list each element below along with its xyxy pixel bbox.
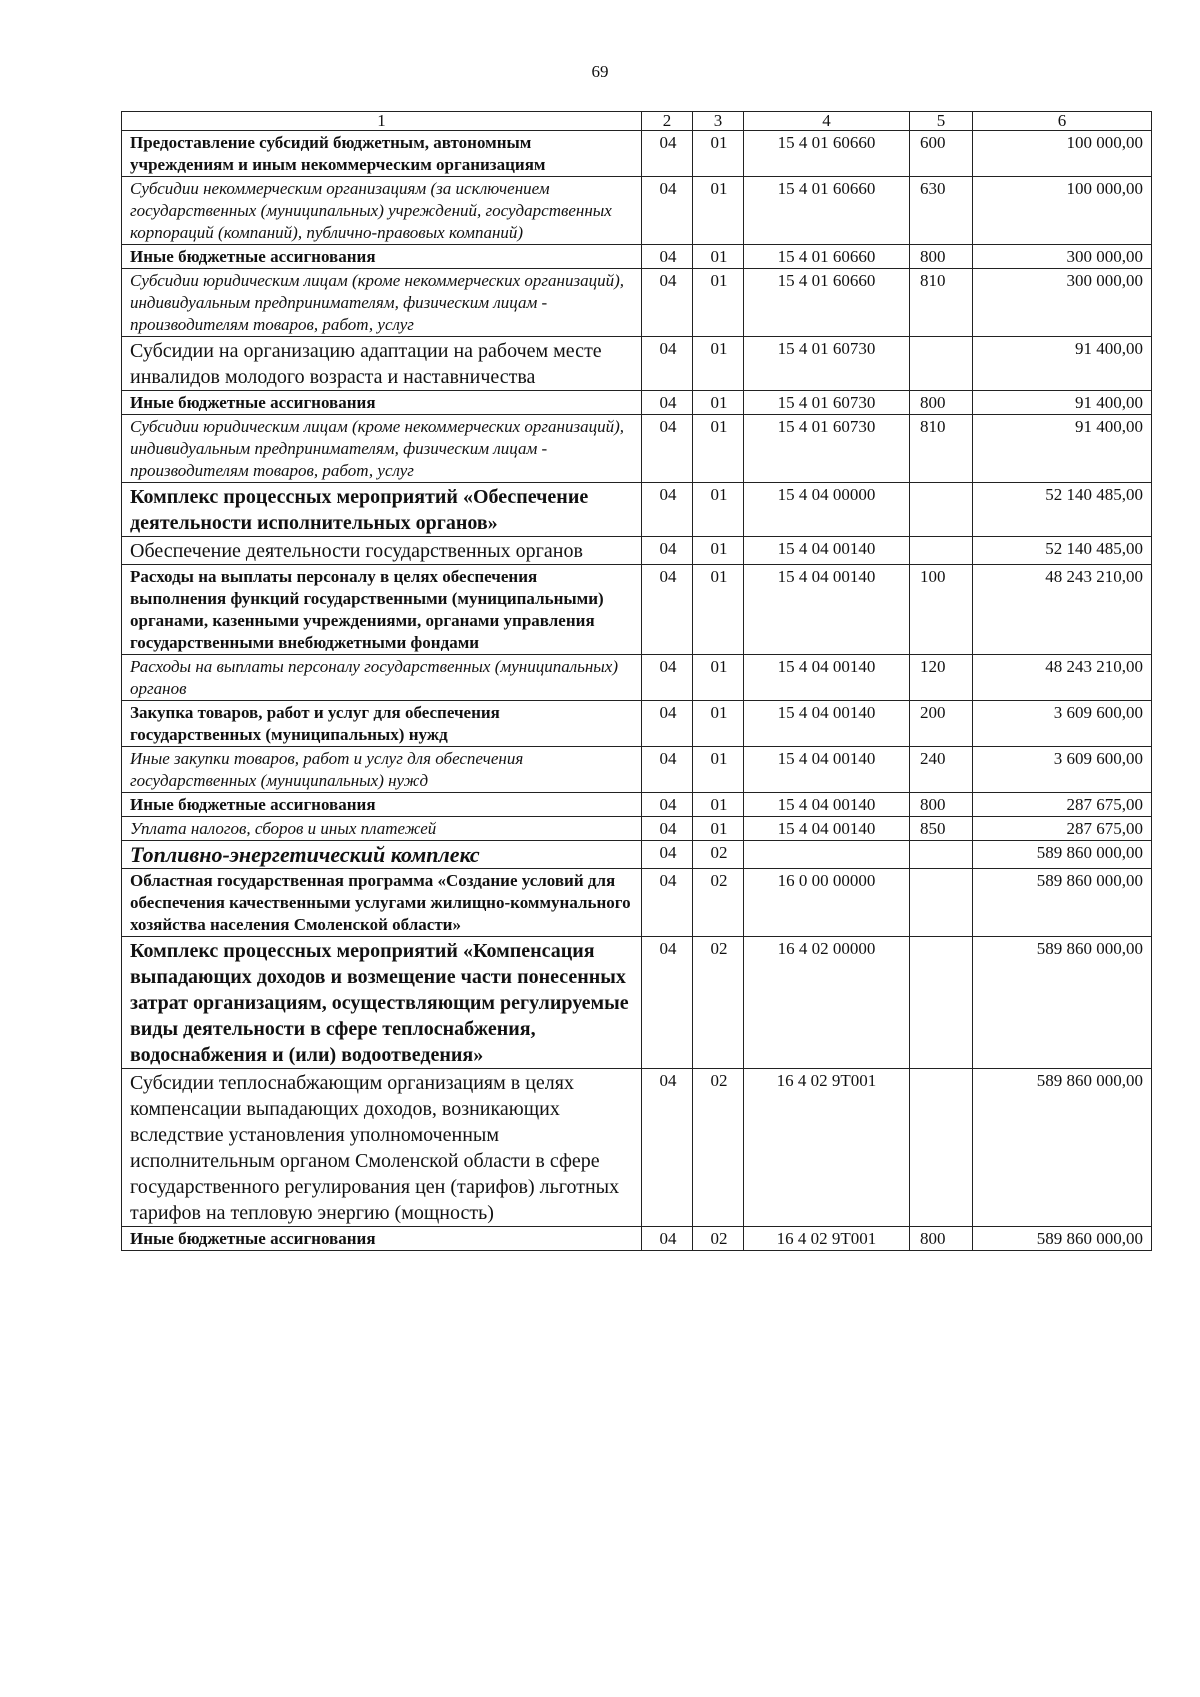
table-row [122, 177, 1152, 245]
item-name-cell: Иные бюджетные ассигнования [122, 1227, 642, 1251]
section-code-cell: 04 [642, 817, 693, 841]
amount-cell: 100 000,00 [973, 177, 1152, 245]
item-name-cell: Субсидии теплоснабжающим организациям в целях компенсации выпадающих доходов, возникающих вследствие установления уполномоченным исполнительным органом Смоленской области в сфере государственного регулирования цен (тарифов) льготных тарифов на тепловую энергию (мощность) [122, 1069, 642, 1227]
expense-type-cell [910, 937, 973, 1069]
item-name-cell: Уплата налогов, сборов и иных платежей [122, 817, 642, 841]
header-col-4: 4 [744, 112, 910, 131]
subsection-code-cell: 01 [693, 177, 744, 245]
amount-cell: 300 000,00 [973, 269, 1152, 337]
table-row [122, 565, 1152, 655]
section-code-cell: 04 [642, 391, 693, 415]
page-number: 69 [591, 62, 609, 81]
expense-type-cell: 810 [910, 415, 973, 483]
expense-type-cell: 240 [910, 747, 973, 793]
target-article-cell: 15 4 04 00140 [744, 817, 910, 841]
item-name-cell: Субсидии некоммерческим организациям (за исключением государственных (муниципальных) учреждений, государственных корпораций (компаний), публично-правовых компаний) [122, 177, 642, 245]
table-row [122, 537, 1152, 565]
amount-cell: 52 140 485,00 [973, 483, 1152, 537]
expense-type-cell: 200 [910, 701, 973, 747]
expense-type-cell [910, 537, 973, 565]
subsection-code-cell: 02 [693, 1227, 744, 1251]
section-code-cell: 04 [642, 1069, 693, 1227]
target-article-cell: 15 4 04 00140 [744, 793, 910, 817]
subsection-code-cell: 01 [693, 131, 744, 177]
subsection-code-cell: 01 [693, 337, 744, 391]
target-article-cell: 15 4 01 60730 [744, 415, 910, 483]
amount-cell: 589 860 000,00 [973, 841, 1152, 869]
target-article-cell: 16 4 02 9Т001 [744, 1227, 910, 1251]
item-name-cell: Обеспечение деятельности государственных органов [122, 537, 642, 565]
item-name-cell: Иные бюджетные ассигнования [122, 245, 642, 269]
table-row [122, 701, 1152, 747]
expense-type-cell: 810 [910, 269, 973, 337]
item-name-cell: Областная государственная программа «Создание условий для обеспечения качественными услугами жилищно-коммунального хозяйства населения Смоленской области» [122, 869, 642, 937]
amount-cell: 52 140 485,00 [973, 537, 1152, 565]
expense-type-cell: 100 [910, 565, 973, 655]
expense-type-cell: 800 [910, 391, 973, 415]
target-article-cell: 15 4 04 00140 [744, 701, 910, 747]
subsection-code-cell: 01 [693, 483, 744, 537]
section-code-cell: 04 [642, 537, 693, 565]
table-row [122, 1069, 1152, 1227]
subsection-code-cell: 02 [693, 841, 744, 869]
subsection-code-cell: 01 [693, 793, 744, 817]
target-article-cell: 15 4 04 00140 [744, 537, 910, 565]
header-col-6: 6 [973, 112, 1152, 131]
target-article-cell: 15 4 01 60660 [744, 131, 910, 177]
amount-cell: 589 860 000,00 [973, 1069, 1152, 1227]
table-row [122, 655, 1152, 701]
section-code-cell: 04 [642, 269, 693, 337]
subsection-code-cell: 01 [693, 391, 744, 415]
target-article-cell: 16 4 02 00000 [744, 937, 910, 1069]
item-name-cell: Закупка товаров, работ и услуг для обеспечения государственных (муниципальных) нужд [122, 701, 642, 747]
table-row [122, 131, 1152, 177]
target-article-cell: 15 4 04 00140 [744, 565, 910, 655]
target-article-cell: 15 4 04 00140 [744, 747, 910, 793]
section-code-cell: 04 [642, 131, 693, 177]
subsection-code-cell: 01 [693, 817, 744, 841]
expense-type-cell [910, 483, 973, 537]
item-name-cell: Предоставление субсидий бюджетным, автономным учреждениям и иным некоммерческим организациям [122, 131, 642, 177]
amount-cell: 3 609 600,00 [973, 701, 1152, 747]
table-row [122, 483, 1152, 537]
section-code-cell: 04 [642, 1227, 693, 1251]
budget-table [121, 111, 1152, 1251]
expense-type-cell: 600 [910, 131, 973, 177]
section-code-cell: 04 [642, 565, 693, 655]
expense-type-cell: 800 [910, 245, 973, 269]
expense-type-cell: 850 [910, 817, 973, 841]
section-code-cell: 04 [642, 245, 693, 269]
target-article-cell: 15 4 04 00000 [744, 483, 910, 537]
amount-cell: 91 400,00 [973, 415, 1152, 483]
table-row [122, 391, 1152, 415]
target-article-cell: 15 4 04 00140 [744, 655, 910, 701]
subsection-code-cell: 01 [693, 701, 744, 747]
table-row [122, 1227, 1152, 1251]
expense-type-cell [910, 841, 973, 869]
section-code-cell: 04 [642, 701, 693, 747]
expense-type-cell: 800 [910, 793, 973, 817]
section-code-cell: 04 [642, 793, 693, 817]
header-col-1: 1 [122, 112, 642, 131]
table-row [122, 245, 1152, 269]
expense-type-cell: 120 [910, 655, 973, 701]
target-article-cell: 16 0 00 00000 [744, 869, 910, 937]
table-row [122, 841, 1152, 869]
amount-cell: 589 860 000,00 [973, 1227, 1152, 1251]
subsection-code-cell: 01 [693, 415, 744, 483]
expense-type-cell [910, 337, 973, 391]
expense-type-cell: 630 [910, 177, 973, 245]
section-code-cell: 04 [642, 747, 693, 793]
item-name-cell: Расходы на выплаты персоналу государственных (муниципальных) органов [122, 655, 642, 701]
item-name-cell: Субсидии юридическим лицам (кроме некоммерческих организаций), индивидуальным предпринимателям, физическим лицам - производителям товаров, работ, услуг [122, 269, 642, 337]
amount-cell: 48 243 210,00 [973, 655, 1152, 701]
target-article-cell: 15 4 01 60660 [744, 177, 910, 245]
item-name-cell: Топливно-энергетический комплекс [122, 841, 642, 869]
target-article-cell: 15 4 01 60730 [744, 391, 910, 415]
section-code-cell: 04 [642, 337, 693, 391]
subsection-code-cell: 01 [693, 537, 744, 565]
budget-table-body [122, 112, 1152, 1251]
amount-cell: 91 400,00 [973, 391, 1152, 415]
subsection-code-cell: 01 [693, 269, 744, 337]
item-name-cell: Иные закупки товаров, работ и услуг для обеспечения государственных (муниципальных) нужд [122, 747, 642, 793]
table-row [122, 747, 1152, 793]
item-name-cell: Расходы на выплаты персоналу в целях обеспечения выполнения функций государственными (муниципальными) органами, казенными учреждениями, органами управления государственными внебюджетными фондами [122, 565, 642, 655]
subsection-code-cell: 01 [693, 565, 744, 655]
amount-cell: 589 860 000,00 [973, 937, 1152, 1069]
target-article-cell [744, 841, 910, 869]
table-row [122, 337, 1152, 391]
table-row [122, 269, 1152, 337]
expense-type-cell: 800 [910, 1227, 973, 1251]
item-name-cell: Субсидии юридическим лицам (кроме некоммерческих организаций), индивидуальным предпринимателям, физическим лицам - производителям товаров, работ, услуг [122, 415, 642, 483]
item-name-cell: Комплекс процессных мероприятий «Компенсация выпадающих доходов и возмещение части понесенных затрат организациям, осуществляющим регулируемые виды деятельности в сфере теплоснабжения, водоснабжения и (или) водоотведения» [122, 937, 642, 1069]
table-row [122, 937, 1152, 1069]
subsection-code-cell: 01 [693, 655, 744, 701]
header-col-2: 2 [642, 112, 693, 131]
section-code-cell: 04 [642, 177, 693, 245]
table-row [122, 793, 1152, 817]
subsection-code-cell: 02 [693, 869, 744, 937]
amount-cell: 287 675,00 [973, 817, 1152, 841]
subsection-code-cell: 01 [693, 747, 744, 793]
target-article-cell: 15 4 01 60730 [744, 337, 910, 391]
item-name-cell: Иные бюджетные ассигнования [122, 391, 642, 415]
subsection-code-cell: 02 [693, 937, 744, 1069]
expense-type-cell [910, 1069, 973, 1227]
section-code-cell: 04 [642, 483, 693, 537]
subsection-code-cell: 02 [693, 1069, 744, 1227]
section-code-cell: 04 [642, 415, 693, 483]
table-row [122, 817, 1152, 841]
amount-cell: 300 000,00 [973, 245, 1152, 269]
item-name-cell: Комплекс процессных мероприятий «Обеспечение деятельности исполнительных органов» [122, 483, 642, 537]
amount-cell: 287 675,00 [973, 793, 1152, 817]
amount-cell: 91 400,00 [973, 337, 1152, 391]
table-row [122, 415, 1152, 483]
table-row [122, 869, 1152, 937]
amount-cell: 100 000,00 [973, 131, 1152, 177]
expense-type-cell [910, 869, 973, 937]
amount-cell: 3 609 600,00 [973, 747, 1152, 793]
header-col-5: 5 [910, 112, 973, 131]
section-code-cell: 04 [642, 655, 693, 701]
section-code-cell: 04 [642, 937, 693, 1069]
section-code-cell: 04 [642, 841, 693, 869]
target-article-cell: 15 4 01 60660 [744, 269, 910, 337]
section-code-cell: 04 [642, 869, 693, 937]
target-article-cell: 15 4 01 60660 [744, 245, 910, 269]
target-article-cell: 16 4 02 9Т001 [744, 1069, 910, 1227]
item-name-cell: Иные бюджетные ассигнования [122, 793, 642, 817]
amount-cell: 48 243 210,00 [973, 565, 1152, 655]
amount-cell: 589 860 000,00 [973, 869, 1152, 937]
column-number-header [122, 112, 1152, 131]
header-col-3: 3 [693, 112, 744, 131]
item-name-cell: Субсидии на организацию адаптации на рабочем месте инвалидов молодого возраста и наставничества [122, 337, 642, 391]
subsection-code-cell: 01 [693, 245, 744, 269]
